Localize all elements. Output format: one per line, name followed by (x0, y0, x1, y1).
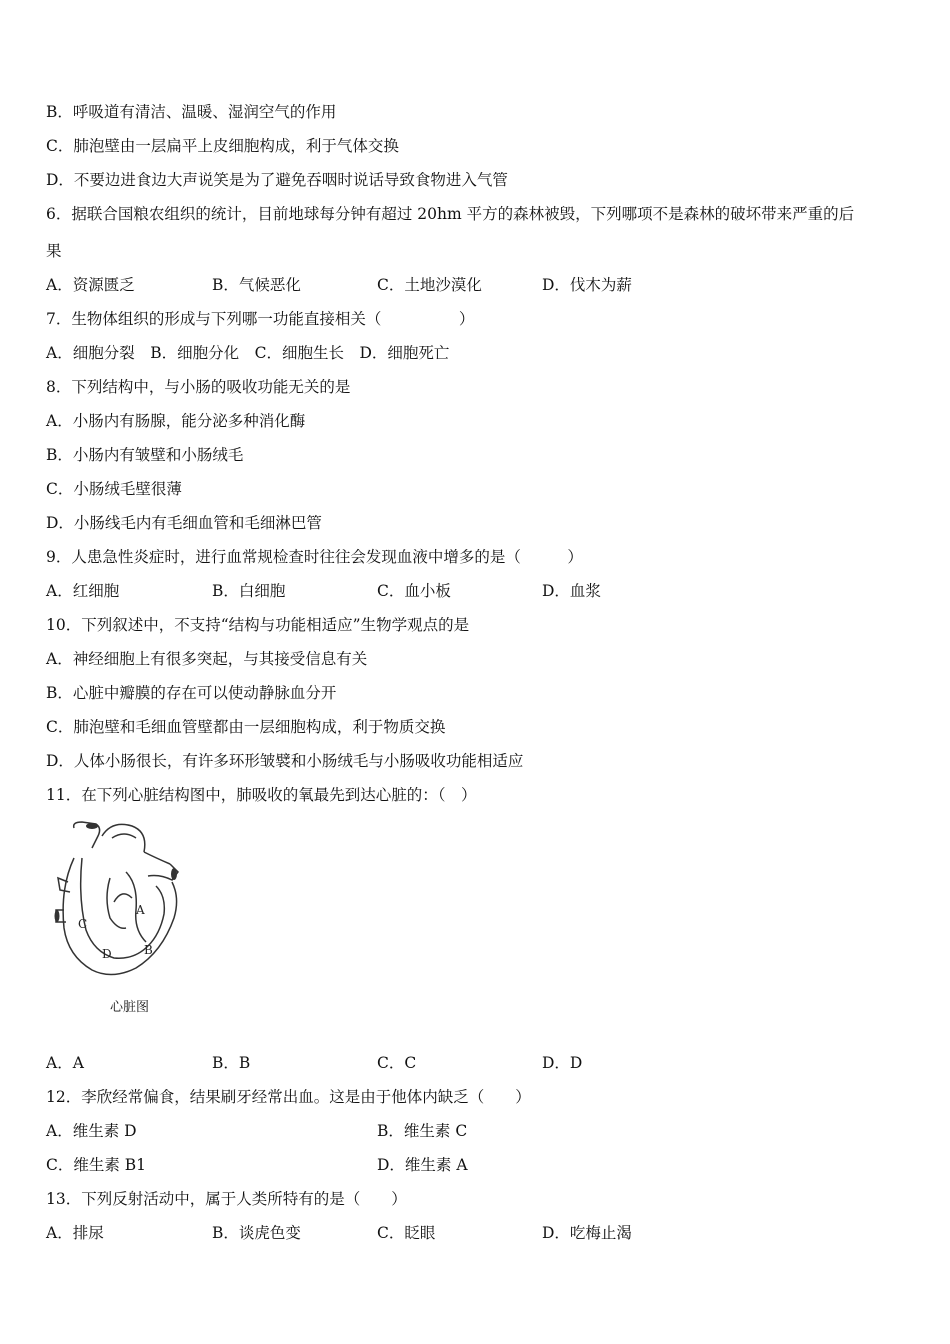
q13-option-d: D．吃梅止渴 (542, 1224, 632, 1242)
heart-diagram (52, 818, 192, 1018)
q6-option-c: C．土地沙漠化 (377, 276, 482, 294)
label-b: B (144, 943, 153, 957)
label-a: A (136, 903, 145, 917)
q6-option-d: D．伐木为薪 (542, 276, 632, 294)
inner-right-chamber (148, 886, 164, 946)
q6-stem-line1: 6．据联合国粮农组织的统计，目前地球每分钟有超过 20hm 平方的森林被毁，下列哪项不是森林的破坏带来严重的后 (46, 205, 855, 223)
q7-stem: 7．生物体组织的形成与下列哪一功能直接相关（ ） (46, 310, 475, 328)
q9-option-a: A．红细胞 (46, 582, 120, 600)
q13-option-b: B．谈虎色变 (212, 1224, 301, 1242)
q12-option-b: B．维生素 C (377, 1122, 468, 1140)
q11-option-c: C．C (377, 1054, 417, 1072)
q8-option-b: B．小肠内有皱壁和小肠绒毛 (46, 446, 244, 464)
q12-stem: 12．李欣经常偏食，结果刷牙经常出血。这是由于他体内缺乏（ ） (46, 1088, 531, 1106)
septum (107, 878, 126, 928)
q13-stem: 13．下列反射活动中，属于人类所特有的是（ ） (46, 1190, 407, 1208)
q10-option-c: C．肺泡壁和毛细血管壁都由一层细胞构成，利于物质交换 (46, 718, 446, 736)
q8-option-d: D．小肠线毛内有毛细血管和毛细淋巴管 (46, 514, 322, 532)
q9-option-b: B．白细胞 (212, 582, 286, 600)
q12-option-d: D．维生素 A (377, 1156, 468, 1174)
q9-option-c: C．血小板 (377, 582, 451, 600)
q12-option-c: C．维生素 B1 (46, 1156, 147, 1174)
q5-option-b: B．呼吸道有清洁、温暖、湿润空气的作用 (46, 103, 337, 121)
q13-option-c: C．眨眼 (377, 1224, 436, 1242)
q8-stem: 8．下列结构中，与小肠的吸收功能无关的是 (46, 378, 351, 396)
q11-option-b: B．B (212, 1054, 251, 1072)
q10-option-a: A．神经细胞上有很多突起，与其接受信息有关 (46, 650, 368, 668)
q5-option-d: D．不要边进食边大声说笑是为了避免吞咽时说话导致食物进入气管 (46, 171, 508, 189)
label-c: C (78, 917, 88, 931)
q11-option-d: D．D (542, 1054, 583, 1072)
q10-option-d: D．人体小肠很长，有许多环形皱襞和小肠绒毛与小肠吸收功能相适应 (46, 752, 524, 770)
valve-curve (114, 894, 132, 902)
pulmonary-vessel-right (144, 852, 170, 864)
q12-option-a: A．维生素 D (46, 1122, 137, 1140)
q8-option-a: A．小肠内有肠腺，能分泌多种消化酶 (46, 412, 306, 430)
q8-option-c: C．小肠绒毛壁很薄 (46, 480, 182, 498)
label-d: D (102, 947, 112, 961)
q10-option-b: B．心脏中瓣膜的存在可以使动静脉血分开 (46, 684, 337, 702)
q5-option-c: C．肺泡壁由一层扁平上皮细胞构成，利于气体交换 (46, 137, 399, 155)
heart-diagram-caption: 心脏图 (110, 1000, 150, 1015)
q7-options: A．细胞分裂 B．细胞分化 C．细胞生长 D．细胞死亡 (46, 344, 450, 362)
q9-stem: 9．人患急性炎症时，进行血常规检查时往往会发现血液中增多的是（ ） (46, 548, 583, 566)
vessel-opening-3 (55, 910, 60, 922)
q11-option-a: A．A (46, 1054, 84, 1072)
vessel-opening-2 (171, 868, 177, 880)
q6-option-b: B．气候恶化 (212, 276, 301, 294)
q6-option-a: A．资源匮乏 (46, 276, 135, 294)
heart-diagram-svg (52, 818, 192, 1018)
aortic-arch-inner (112, 834, 136, 838)
q11-stem: 11．在下列心脏结构图中，肺吸收的氧最先到达心脏的：（ ） (46, 786, 477, 804)
aortic-arch (102, 824, 145, 852)
q10-stem: 10．下列叙述中，不支持“结构与功能相适应”生物学观点的是 (46, 616, 470, 634)
q9-option-d: D．血浆 (542, 582, 601, 600)
q6-stem-line2: 果 (46, 242, 62, 260)
q13-option-a: A．排尿 (46, 1224, 104, 1242)
vessel-opening-1 (86, 823, 98, 829)
